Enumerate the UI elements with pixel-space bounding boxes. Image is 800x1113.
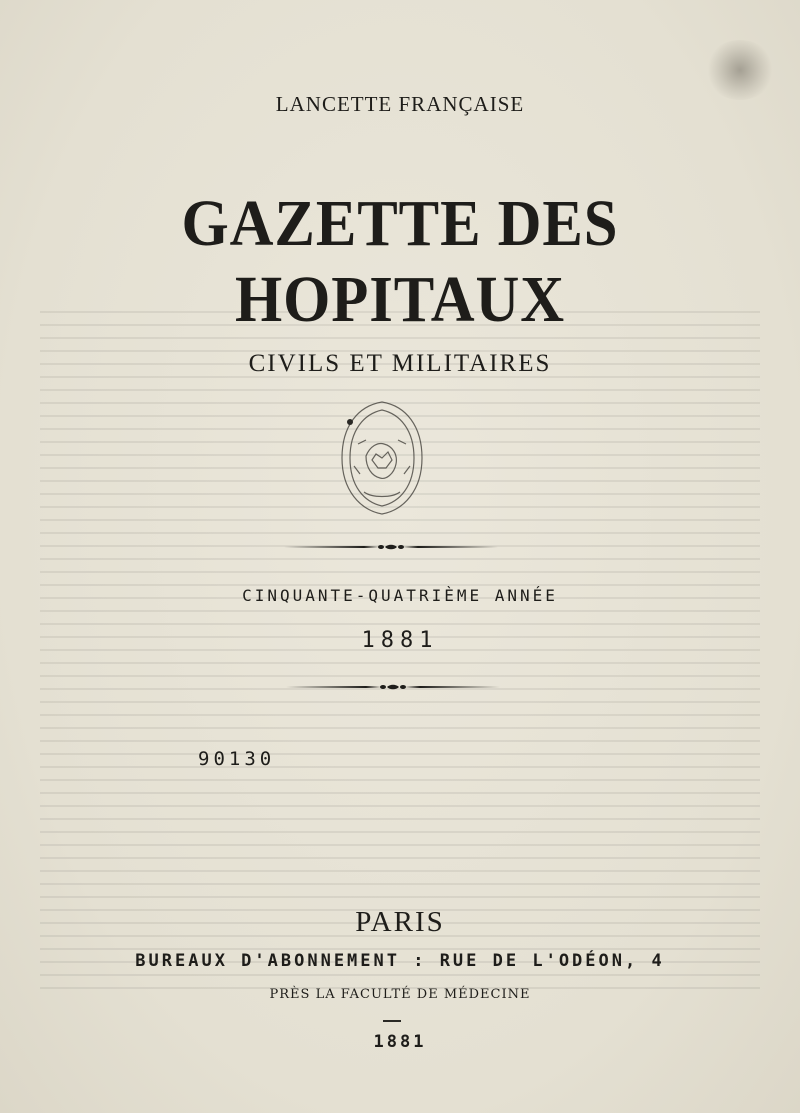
subtitle: CIVILS ET MILITAIRES xyxy=(248,350,552,377)
page-title: GAZETTE DES HOPITAUX xyxy=(181,187,619,336)
library-stamp-icon xyxy=(336,396,428,520)
imprint-address: BUREAUX D'ABONNEMENT : RUE DE L'ODÉON, 4 xyxy=(135,951,665,971)
imprint-location-note: PRÈS LA FACULTÉ DE MÉDECINE xyxy=(269,987,531,1002)
edition-year-label: CINQUANTE-QUATRIÈME ANNÉE xyxy=(242,586,558,605)
ornamental-divider xyxy=(284,542,498,552)
publication-year: 1881 xyxy=(361,628,439,653)
ornamental-divider xyxy=(286,682,500,692)
short-rule xyxy=(383,1020,401,1022)
foxing-spot xyxy=(705,40,775,100)
imprint-city: PARIS xyxy=(355,906,445,938)
imprint-year: 1881 xyxy=(373,1032,427,1052)
supertitle: LANCETTE FRANÇAISE xyxy=(275,92,525,116)
shelfmark: 90130 xyxy=(198,748,276,770)
